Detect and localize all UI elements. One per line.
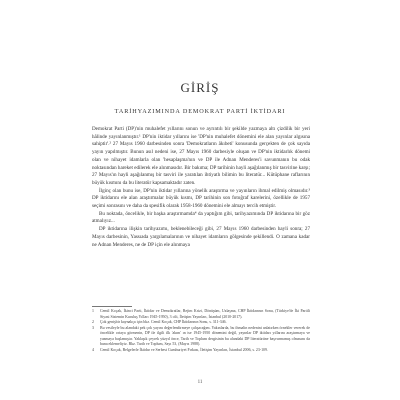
- paragraph-4: DP iktidarına ilişkin tarihyazımı, beklenebileceği gibi, 27 Mayıs 1960 darbesinden hayli sonra; 27 Mayıs darbesinin, Yassıada yargılamalarının ve nihayet idamların gölgesinde şekillendi. O zamana kadar ne Adnan Menderes, ne de DP için ele alınmaya: [92, 226, 310, 248]
- section-title: TARİHYAZIMINDA DEMOKRAT PARTİ İKTİDARI: [114, 108, 286, 115]
- paragraph-1: Demokrat Parti (DP)'nin muhalefet yıllarını sonun ve ayrıntılı bir şekilde yazmaya altı çizdilik bir yeri hâlinde yayınlanmıştır.¹ DP'nin iktidar yıllarını ise 'DP'nin muhalefet dönemini ele alan yayınlar algısına sahiptir'.² 27 Mayıs 1960 darbesinden sonra 'Demokratların âkıbeti' konusunda gerçekten de çok sayıda yayın yapılmıştır. Bunun asıl nedeni ise, 27 Mayıs 1960 darbesiyle oluşan ve DP'nin iktidarlık dönemi olan ve nihayet idamlarla olan 'hesaplaşma'nın ve DP ile Adnan Menderes'i savunmanın bu odak noktasından hareket edilerek ele alınmasıdır. Bir bakıma; DP tarihinin hayli aşağılanmış bir tasvirine karşı; 27 Mayıs'ın hayli aşağılanmış bir tasviri ile yaratılan ihtiyatlı bilimin bu literatür... Kütüphane raflarının büyük kısmını da bu literatür kapsamaktadır zaten.: [92, 126, 310, 186]
- paragraph-2: İlginç olan bunu ise, DP'nin iktidar yıllarına yönelik araştırma ve yayınların ihmal edilmiş olmasıdır.³ DP iktidarını ele alan araştırmalar büyük kısmı, DP tarihinin son fotoğraf karelerini, özellikle de 1957 seçimi sonrasını ve daha da spesifik olarak 1958-1960 dönemini ele almayı tercih etmiştir.: [92, 187, 310, 210]
- paragraph-3: Bu noktada, öncelikle, bir başka araştırmamda⁴ da yaptığım gibi, tarihyazımında DP iktidarına bir göz atmalıyız...: [92, 210, 310, 225]
- footnote-text: Bu vesileyle bu alandaki pek çok yayını değerlendirmeye çalışacağım. Yakınlarda, bu ihmalin nedenini anlatırken örnekler vererek de öncelikle ortaya görmenin, DP ile ilgili ilk 'akım' ın ise 1945-1950 dönemini değil, yayınlar DP iktidarı yıllarını araştırmaya ve yazmaya başlamıştır. Yaklaşık çeyrek yüzyıl önce, Tarih ve Toplum dergisinin bu alandaki DP literatürüne başvurmamış olmasını da buna eklemeliyiz. Bkz. Tarih ve Toplum, Sayı 53, (Mayıs 1988).: [100, 325, 310, 346]
- footnote-number: 3: [92, 325, 94, 330]
- footnote-number: 2: [92, 320, 94, 324]
- chapter-title: GİRİŞ: [180, 80, 220, 95]
- footnote-separator: [92, 306, 132, 307]
- page-number: 11: [197, 380, 203, 385]
- footnote-text: Çok genişbir kaynakça için bkz. Cemil Koçak, CHP İktidarının Sonu, s. 311-346.: [100, 320, 227, 324]
- footnotes: [92, 309, 310, 353]
- footnote: [92, 326, 310, 348]
- footnote-number: 4: [92, 347, 94, 352]
- footnote: [92, 309, 310, 320]
- footnote: [92, 348, 310, 354]
- footnote-text: Cemil Koçak, İkinci Parti, İktidar ve Demokratlar, Rejim Krizi, Dönüşüm, Uzlaşma, CHP İktidarının Sonu, (Türkiye'de İki Partili Siyasi Sistemin Kuruluş Yılları 1945-1950), 3 cilt, İletişim Yayınları, İstanbul (2010-2017).: [100, 309, 310, 319]
- footnote-text: Cemil Koçak, Belgelerle İktidar ve Serbest Cumhuriyet Fırkası, İletişim Yayınları, İstanbul 2006, s. 23-109.: [100, 347, 268, 352]
- body-text: [92, 126, 310, 249]
- footnote-number: 1: [92, 309, 94, 313]
